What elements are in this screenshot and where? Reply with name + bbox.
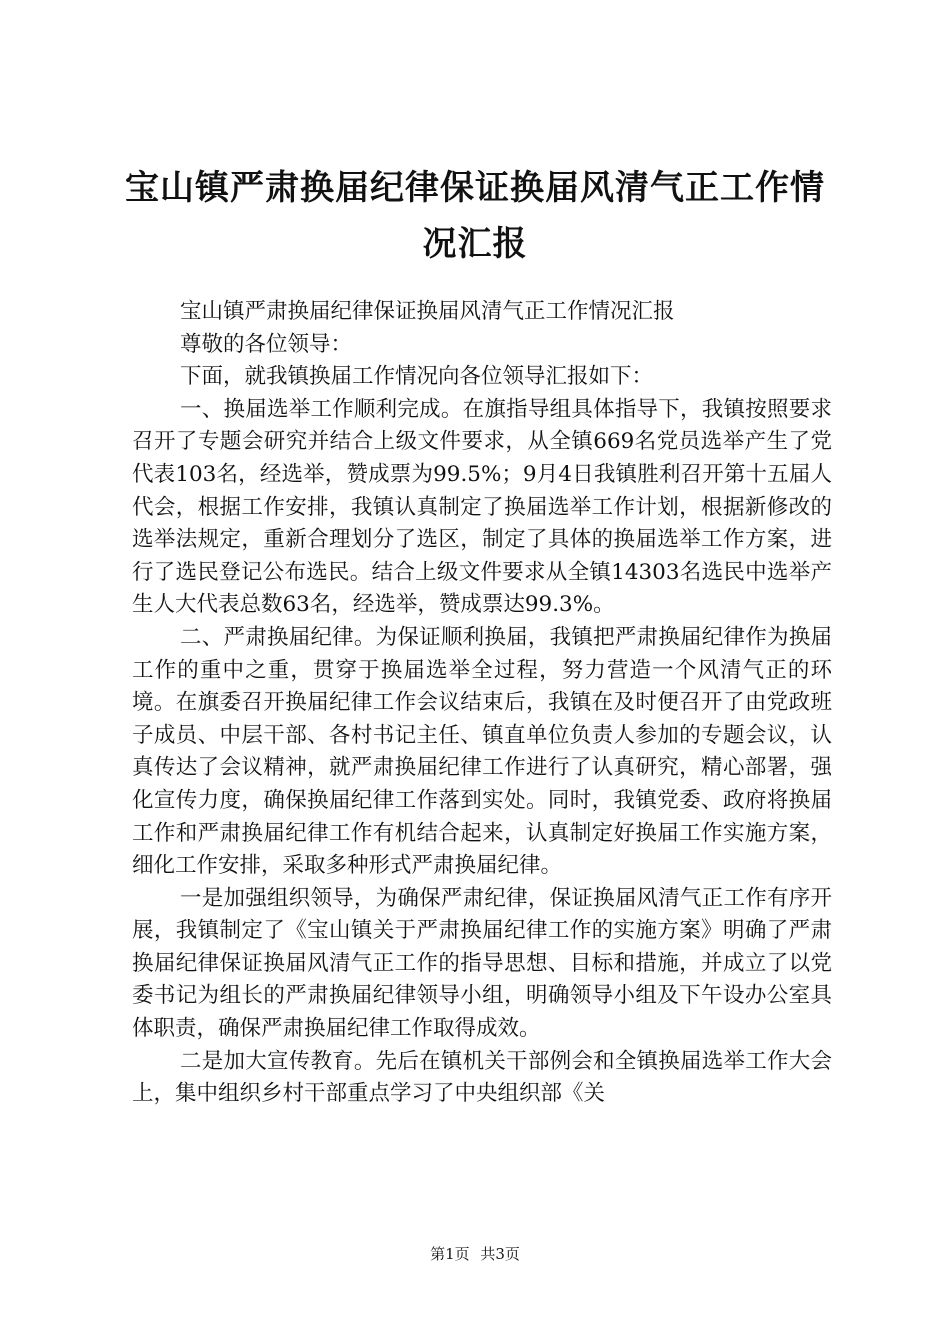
salutation-paragraph: 尊敬的各位领导： [180, 331, 353, 357]
section-2-paragraph: 二、严肃换届纪律。为保证顺利换届，我镇把严肃换届纪律作为换届工作的重中之重，贯穿于换届选举全过程，努力营造一个风清气正的环境。在旗委召开换届纪律工作会议结束后，我镇在及时便召开了由党政班子成员、中层干部、各村书记主任、镇直单位负责人参加的专题会议，认真传达了会议精神，就严肃换届纪律工作进行了认真研究，精心部署，强化宣传力度，确保换届纪律工作落到实处。同时，我镇党委、政府将换届工作和严肃换届纪律工作有机结合起来，认真制定好换届工作实施方案，细化工作安排，采取多种形式严肃换届纪律。 [132, 624, 832, 879]
page-footer [0, 1244, 950, 1264]
page-number: 第1页 [430, 1245, 470, 1263]
point-1-paragraph: 一是加强组织领导，为确保严肃纪律，保证换届风清气正工作有序开展，我镇制定了《宝山镇关于严肃换届纪律工作的实施方案》明确了严肃换届纪律保证换届风清气正工作的指导思想、目标和措施，并成立了以党委书记为组长的严肃换届纪律领导小组，明确领导小组及下午设办公室具体职责，确保严肃换届纪律工作取得成效。 [132, 885, 832, 1042]
point-2-paragraph: 二是加大宣传教育。先后在镇机关干部例会和全镇换届选举工作大会上，集中组织乡村干部重点学习了中央组织部《关 [132, 1048, 832, 1107]
total-pages: 共3页 [480, 1245, 520, 1263]
subtitle-paragraph: 宝山镇严肃换届纪律保证换届风清气正工作情况汇报 [180, 299, 675, 324]
document-title: 宝山镇严肃换届纪律保证换届风清气正工作情况汇报 [125, 168, 825, 264]
document-body [132, 296, 832, 1111]
section-1-paragraph: 一、换届选举工作顺利完成。在旗指导组具体指导下，我镇按照要求召开了专题会研究并结合上级文件要求，从全镇669名党员选举产生了党代表103名，经选举，赞成票为99.5%；9月4日我镇胜利召开第十五届人代会，根据工作安排，我镇认真制定了换届选举工作计划，根据新修改的选举法规定，重新合理划分了选区，制定了具体的换届选举工作方案，进行了选民登记公布选民。结合上级文件要求从全镇14303名选民中选举产生人大代表总数63名，经选举，赞成票达99.3%。 [132, 396, 832, 618]
intro-paragraph: 下面，就我镇换届工作情况向各位领导汇报如下： [180, 364, 654, 390]
